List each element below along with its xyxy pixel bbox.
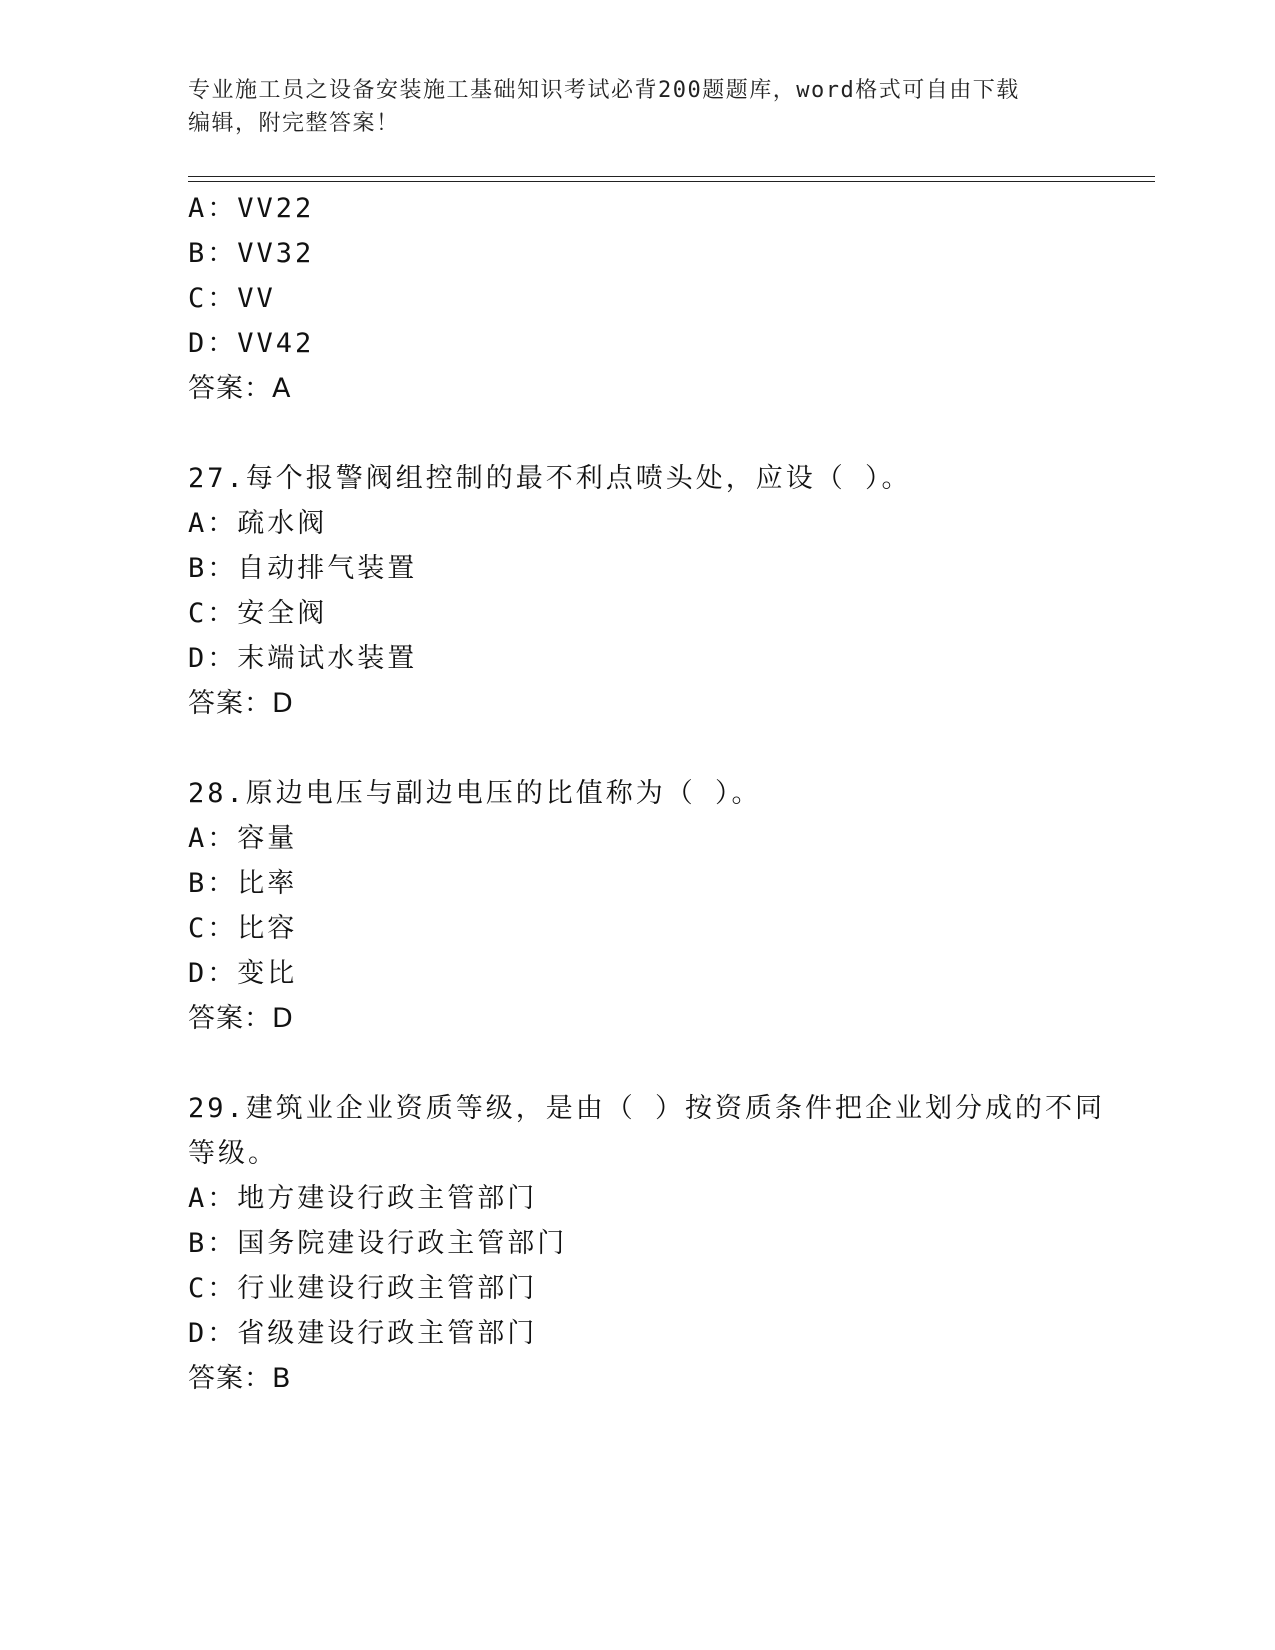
- header-title-line-2: 编辑，附完整答案！: [188, 111, 400, 136]
- q27-option-a: A：疏水阀: [188, 508, 328, 539]
- q26-option-d: D：VV42: [188, 328, 315, 359]
- q27-option-c: C：安全阀: [188, 598, 328, 629]
- q27-answer: 答案：D: [188, 688, 294, 719]
- header-divider-top: [188, 176, 1155, 177]
- q26-option-c: C：VV: [188, 283, 276, 314]
- q29-option-b: B：国务院建设行政主管部门: [188, 1228, 568, 1259]
- q27-question: 27.每个报警阀组控制的最不利点喷头处，应设（ ）。: [188, 463, 912, 494]
- q29-option-c: C：行业建设行政主管部门: [188, 1273, 538, 1304]
- q27-option-d: D：末端试水装置: [188, 643, 418, 674]
- header-title-line-1: 专业施工员之设备安装施工基础知识考试必背200题题库，word格式可自由下载: [188, 78, 1020, 103]
- header-divider-bottom: [188, 181, 1155, 182]
- q29-question-line-1: 29.建筑业企业资质等级，是由（ ）按资质条件把企业划分成的不同: [188, 1093, 1106, 1124]
- document-header: [188, 74, 1068, 140]
- q28-option-c: C：比容: [188, 913, 298, 944]
- q28-option-b: B：比率: [188, 868, 298, 899]
- q26-answer: 答案：A: [188, 373, 292, 404]
- q29-option-a: A：地方建设行政主管部门: [188, 1183, 538, 1214]
- q29-question-line-2: 等级。: [188, 1138, 278, 1169]
- q29-option-d: D：省级建设行政主管部门: [188, 1318, 538, 1349]
- q28-answer: 答案：D: [188, 1003, 294, 1034]
- q28-option-a: A：容量: [188, 823, 298, 854]
- q26-option-a: A：VV22: [188, 193, 315, 224]
- q29-answer: 答案：B: [188, 1363, 292, 1394]
- q28-option-d: D：变比: [188, 958, 298, 989]
- q26-option-b: B：VV32: [188, 238, 315, 269]
- q27-option-b: B：自动排气装置: [188, 553, 418, 584]
- q28-question: 28.原边电压与副边电压的比值称为（ ）。: [188, 778, 762, 809]
